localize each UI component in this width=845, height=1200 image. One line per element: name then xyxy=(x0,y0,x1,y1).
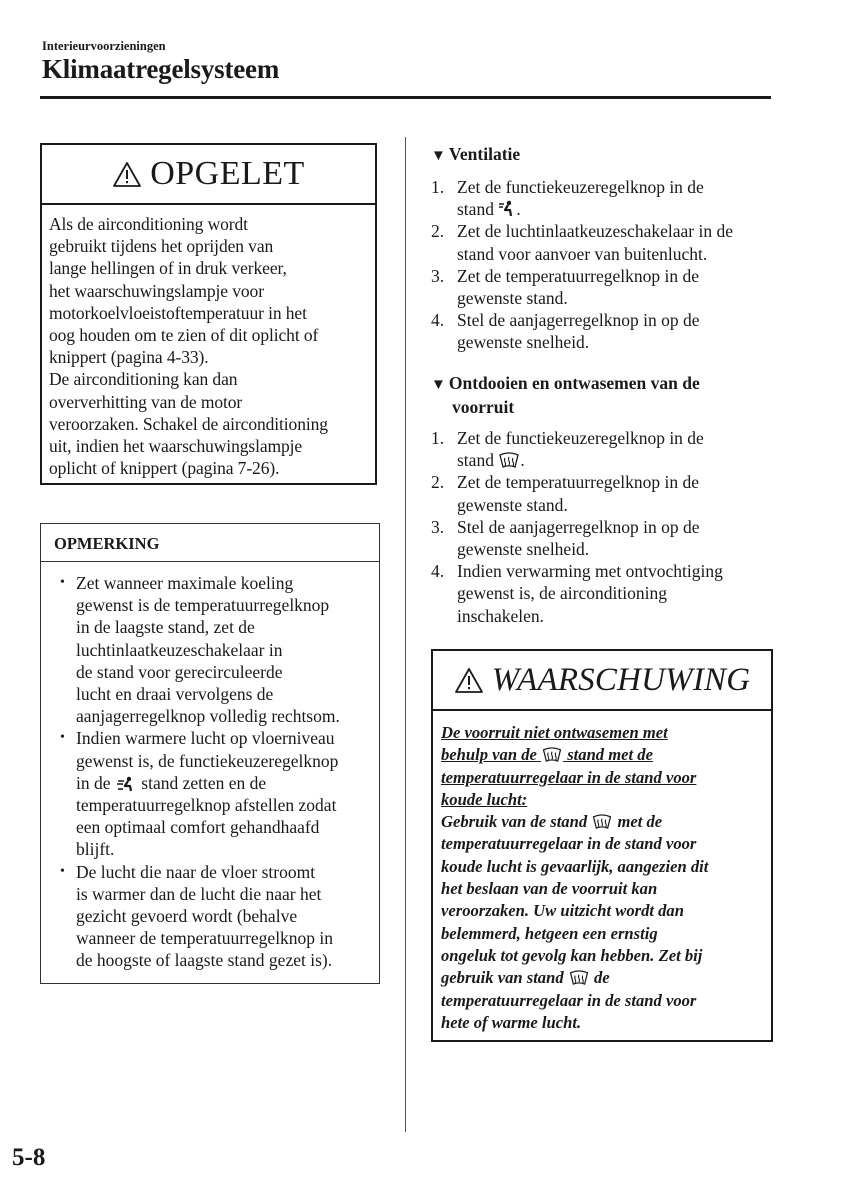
warning-line: koude lucht: xyxy=(441,789,528,809)
note-line: • De lucht die naar de vloer stroomt xyxy=(76,861,316,882)
step-line: Indien verwarming met ontvochtiging xyxy=(457,561,723,582)
note-list xyxy=(41,562,379,972)
step-number: 2. xyxy=(431,472,445,493)
step-line: gewenst is, de airconditioning xyxy=(457,583,667,604)
warning-line: ongeluk tot gevolg kan hebben. Zet bij xyxy=(441,945,703,965)
step-number: 1. xyxy=(431,177,445,197)
defrost-title: voorruit xyxy=(452,397,515,417)
windshield-defrost-icon xyxy=(591,814,613,830)
step-line: gewenste stand. xyxy=(457,288,568,309)
warning-text-span: Gebruik van de stand xyxy=(441,812,588,832)
ventilation-title: Ventilatie xyxy=(448,144,521,164)
section-label: Interieurvoorzieningen xyxy=(42,39,166,53)
warning-line: veroorzaken. Uw uitzicht wordt dan xyxy=(441,901,684,921)
warning-text-span: behulp van de xyxy=(441,745,537,765)
note-line: temperatuurregelknop afstellen zodat xyxy=(76,795,337,816)
caution-line: uit, indien het waarschuwingslampje xyxy=(49,436,303,457)
warning-line: temperatuurregelaar in de stand voor xyxy=(441,990,697,1010)
step-text: . xyxy=(516,199,521,220)
step-number: 3. xyxy=(431,265,445,286)
triangle-bullet-icon: ▼ xyxy=(431,148,446,164)
step-line: inschakelen. xyxy=(457,605,544,626)
step-number: 1. xyxy=(431,428,445,448)
note-line: een optimaal comfort gehandhaafd xyxy=(76,817,320,838)
note-line: de stand voor gerecirculeerde xyxy=(76,661,283,682)
caution-line: lange hellingen of in druk verkeer, xyxy=(49,258,287,279)
warning-line: het beslaan van de voorruit kan xyxy=(441,879,658,899)
caution-line: het waarschuwingslampje voor xyxy=(49,280,264,301)
warning-text-span: stand met de xyxy=(567,745,653,765)
list-item xyxy=(431,560,776,627)
caution-text xyxy=(42,205,375,479)
warning-line xyxy=(441,811,765,833)
list-item xyxy=(431,309,776,353)
caution-line: Als de airconditioning wordt xyxy=(49,214,248,234)
warning-line: temperatuurregelaar in de stand voor xyxy=(441,767,697,787)
step-number: 4. xyxy=(431,310,445,331)
step-line: Stel de aanjagerregelknop in op de xyxy=(457,516,700,537)
list-item xyxy=(431,265,776,309)
note-line: wanneer de temperatuurregelknop in xyxy=(76,928,334,949)
note-box xyxy=(40,523,380,984)
page-title: Klimaatregelsysteem xyxy=(42,54,280,84)
warning-header xyxy=(433,651,771,711)
warning-line: koude lucht is gevaarlijk, aangezien dit xyxy=(441,856,709,876)
note-line-text: stand zetten en de xyxy=(141,772,267,793)
step-line xyxy=(457,198,776,220)
caution-line: oplicht of knippert (pagina 7-26). xyxy=(49,458,280,479)
note-line: blijft. xyxy=(76,839,115,860)
defrost-steps xyxy=(431,427,776,627)
warning-line: hete of warme lucht. xyxy=(441,1012,582,1032)
caution-line: knippert (pagina 4-33). xyxy=(49,347,209,368)
caution-line: motorkoelvloeistoftemperatuur in het xyxy=(49,302,307,323)
warning-triangle-icon xyxy=(112,161,142,188)
windshield-defrost-icon xyxy=(568,970,590,986)
step-line: Zet de temperatuurregelknop in de xyxy=(457,472,699,493)
warning-line xyxy=(441,744,765,766)
caution-title: OPGELET xyxy=(150,155,305,192)
note-line xyxy=(76,772,373,794)
step-number: 4. xyxy=(431,561,445,582)
list-item xyxy=(431,471,776,515)
note-line: • Indien warmere lucht op vloerniveau xyxy=(76,728,335,749)
caution-line: oververhitting van de motor xyxy=(49,391,243,412)
note-line: luchtinlaatkeuzeschakelaar in xyxy=(76,639,283,660)
step-line: Zet de functiekeuzeregelknop in de xyxy=(457,177,704,197)
vent-mode-icon xyxy=(498,200,516,218)
ventilation-heading xyxy=(431,143,520,167)
note-line: gewenst is, de functiekeuzeregelknop xyxy=(76,750,339,771)
step-line: gewenste snelheid. xyxy=(457,539,590,560)
step-line: Zet de luchtinlaatkeuzeschakelaar in de xyxy=(457,221,733,242)
caution-line: De airconditioning kan dan xyxy=(49,369,238,390)
column-divider xyxy=(405,137,406,1132)
caution-box xyxy=(40,143,377,485)
step-line: gewenste snelheid. xyxy=(457,332,590,353)
warning-box xyxy=(431,649,773,1042)
step-number: 3. xyxy=(431,516,445,537)
step-text: stand xyxy=(457,199,494,220)
list-item xyxy=(431,176,776,220)
warning-text-span: gebruik van stand xyxy=(441,968,564,988)
note-title: OPMERKING xyxy=(54,534,160,553)
step-line: Zet de functiekeuzeregelknop in de xyxy=(457,428,704,448)
windshield-defrost-icon xyxy=(541,747,563,763)
page-number: 5-8 xyxy=(12,1144,46,1171)
caution-header xyxy=(42,145,375,205)
caution-line: oog houden om te zien of dit oplicht of xyxy=(49,325,319,346)
step-line: Stel de aanjagerregelknop in op de xyxy=(457,310,700,331)
list-item xyxy=(60,861,373,972)
warning-text-span: met de xyxy=(617,812,663,832)
step-line: Zet de temperatuurregelknop in de xyxy=(457,265,699,286)
step-line xyxy=(457,449,776,471)
note-line: de hoogste of laagste stand gezet is). xyxy=(76,950,333,971)
warning-line: De voorruit niet ontwasemen met xyxy=(441,723,668,742)
step-line: gewenste stand. xyxy=(457,494,568,515)
note-line: aanjagerregelknop volledig rechtsom. xyxy=(76,706,340,727)
defrost-heading xyxy=(431,372,700,418)
list-item xyxy=(431,427,776,471)
header-rule xyxy=(40,96,771,99)
windshield-defrost-icon xyxy=(498,452,520,469)
step-number: 2. xyxy=(431,221,445,242)
warning-text-span: de xyxy=(593,968,610,988)
warning-line: temperatuurregelaar in de stand voor xyxy=(441,834,697,854)
note-line: gezicht gevoerd wordt (behalve xyxy=(76,906,298,927)
list-item xyxy=(431,220,776,264)
caution-line: gebruikt tijdens het oprijden van xyxy=(49,236,274,257)
vent-mode-icon xyxy=(115,776,137,792)
step-text: . xyxy=(520,450,525,471)
caution-line: veroorzaken. Schakel de airconditioning xyxy=(49,413,328,434)
note-header xyxy=(41,524,379,562)
note-line: lucht en draai vervolgens de xyxy=(76,684,274,705)
note-line-text: in de xyxy=(76,772,111,793)
note-line: gewenst is de temperatuurregelknop xyxy=(76,595,330,616)
list-item xyxy=(431,516,776,560)
ventilation-steps xyxy=(431,176,776,354)
defrost-title: Ontdooien en ontwasemen van de xyxy=(448,373,700,393)
note-line: in de laagste stand, zet de xyxy=(76,617,255,638)
step-line: stand voor aanvoer van buitenlucht. xyxy=(457,243,708,264)
list-item xyxy=(60,727,373,860)
triangle-bullet-icon: ▼ xyxy=(431,377,446,393)
warning-line: belemmerd, hetgeen een ernstig xyxy=(441,923,658,943)
warning-title: WAARSCHUWING xyxy=(491,661,751,698)
warning-text xyxy=(433,711,771,1034)
note-line: • Zet wanneer maximale koeling xyxy=(76,573,294,593)
note-line: is warmer dan de lucht die naar het xyxy=(76,883,322,904)
list-item xyxy=(60,572,373,727)
warning-triangle-icon xyxy=(454,667,484,694)
warning-line xyxy=(441,967,765,989)
step-text: stand xyxy=(457,450,494,471)
